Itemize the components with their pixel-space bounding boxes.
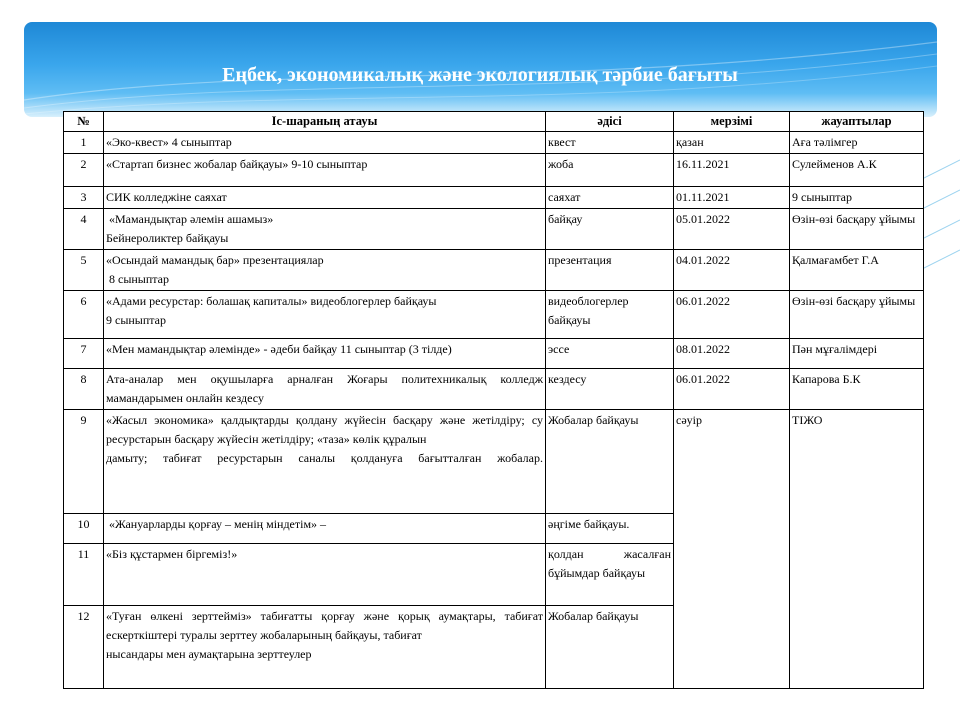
table-row: [64, 209, 924, 250]
table-row: [64, 154, 924, 187]
row-event-line: нысандары мен аумақтарына зерттеулер: [106, 647, 312, 661]
row-event-line: «Жасыл экономика» қалдықтарды қолдану жүйесін басқару және жетілдіру; су ресурстарын басқару жүйесін жетілдіру; «таза» көлік құралын: [106, 413, 543, 446]
row-date: 06.01.2022: [674, 291, 790, 339]
row-method: видеоблогерлер байқауы: [546, 291, 674, 339]
row-method: саяхат: [546, 187, 674, 209]
row-method: жоба: [546, 154, 674, 187]
row-num: 8: [64, 369, 104, 410]
row-num: 3: [64, 187, 104, 209]
row-date: 04.01.2022: [674, 250, 790, 291]
row-responsible: ТІЖО: [790, 410, 924, 689]
header-method: әдісі: [546, 112, 674, 132]
table-row: [64, 250, 924, 291]
table-row: [64, 339, 924, 369]
header-num: №: [64, 112, 104, 132]
row-date: 01.11.2021: [674, 187, 790, 209]
row-method: қолдан жасалған бұйымдар байқауы: [546, 544, 674, 606]
row-event-line: «Мамандықтар әлемін ашамыз»: [106, 212, 274, 226]
row-method: квест: [546, 132, 674, 154]
row-responsible: Пән мұғалімдері: [790, 339, 924, 369]
row-method: презентация: [546, 250, 674, 291]
row-method: эссе: [546, 339, 674, 369]
row-event: СИК колледжіне саяхат: [104, 187, 546, 209]
row-event: [104, 410, 546, 514]
row-event: [104, 606, 546, 689]
row-date: 06.01.2022: [674, 369, 790, 410]
row-date: 08.01.2022: [674, 339, 790, 369]
row-method: кездесу: [546, 369, 674, 410]
row-event: [104, 250, 546, 291]
table-row: [64, 291, 924, 339]
page-title: Еңбек, экономикалық және экологиялық тәрбие бағыты: [222, 64, 738, 86]
row-event-line: дамыту; табиғат ресурстарын саналы қолдануға бағытталған жобалар.: [106, 451, 543, 465]
row-num: 1: [64, 132, 104, 154]
header-responsible: жауаптылар: [790, 112, 924, 132]
row-num: 2: [64, 154, 104, 187]
header-event: Іс-шараның атауы: [104, 112, 546, 132]
row-responsible: Қалмағамбет Г.А: [790, 250, 924, 291]
row-event-line: «Осындай мамандық бар» презентациялар: [106, 253, 324, 267]
row-date: қазан: [674, 132, 790, 154]
row-responsible: Сулейменов А.К: [790, 154, 924, 187]
events-table: [63, 111, 924, 689]
row-event: [104, 291, 546, 339]
row-event: «Біз құстармен біргеміз!»: [104, 544, 546, 606]
row-date: 05.01.2022: [674, 209, 790, 250]
row-event: [104, 209, 546, 250]
row-responsible: Өзін-өзі басқару ұйымы: [790, 209, 924, 250]
row-num: 12: [64, 606, 104, 689]
row-event: Ата-аналар мен оқушыларға арналған Жоғары политехникалық колледж мамандарымен онлайн кездесу: [104, 369, 546, 410]
row-event-line: Бейнероликтер байқауы: [106, 231, 229, 245]
row-date: 16.11.2021: [674, 154, 790, 187]
row-event: «Эко-квест» 4 сыныптар: [104, 132, 546, 154]
row-num: 11: [64, 544, 104, 606]
row-event: «Жануарларды қорғау – менің міндетім» –: [104, 514, 546, 544]
row-num: 6: [64, 291, 104, 339]
row-event-line: «Адами ресурстар: болашақ капиталы» видеоблогерлер байқауы: [106, 294, 437, 308]
row-num: 10: [64, 514, 104, 544]
row-date: сәуір: [674, 410, 790, 689]
row-event: «Стартап бизнес жобалар байқауы» 9-10 сыныптар: [104, 154, 546, 187]
row-method: Жобалар байқауы: [546, 410, 674, 514]
row-event-line: 8 сыныптар: [106, 272, 170, 286]
table-row: [64, 410, 924, 514]
row-num: 9: [64, 410, 104, 514]
row-num: 5: [64, 250, 104, 291]
header-date: мерзімі: [674, 112, 790, 132]
row-responsible: Капарова Б.К: [790, 369, 924, 410]
table-row: [64, 187, 924, 209]
row-method: байқау: [546, 209, 674, 250]
row-event: «Мен мамандықтар әлемінде» - әдеби байқау 11 сыныптар (3 тілде): [104, 339, 546, 369]
row-method: Жобалар байқауы: [546, 606, 674, 689]
row-event-line: 9 сыныптар: [106, 313, 167, 327]
row-responsible: Аға тәлімгер: [790, 132, 924, 154]
row-responsible: 9 сыныптар: [790, 187, 924, 209]
row-num: 4: [64, 209, 104, 250]
row-event-line: «Туған өлкені зерттейміз» табиғатты қорғау және қорық аумақтары, табиғат ескерткіштері туралы зерттеу жобаларының байқауы, табиғат: [106, 609, 543, 642]
table-row: [64, 132, 924, 154]
row-method: әңгіме байқауы.: [546, 514, 674, 544]
row-num: 7: [64, 339, 104, 369]
row-responsible: Өзін-өзі басқару ұйымы: [790, 291, 924, 339]
table-row: [64, 369, 924, 410]
table-header-row: [64, 112, 924, 132]
